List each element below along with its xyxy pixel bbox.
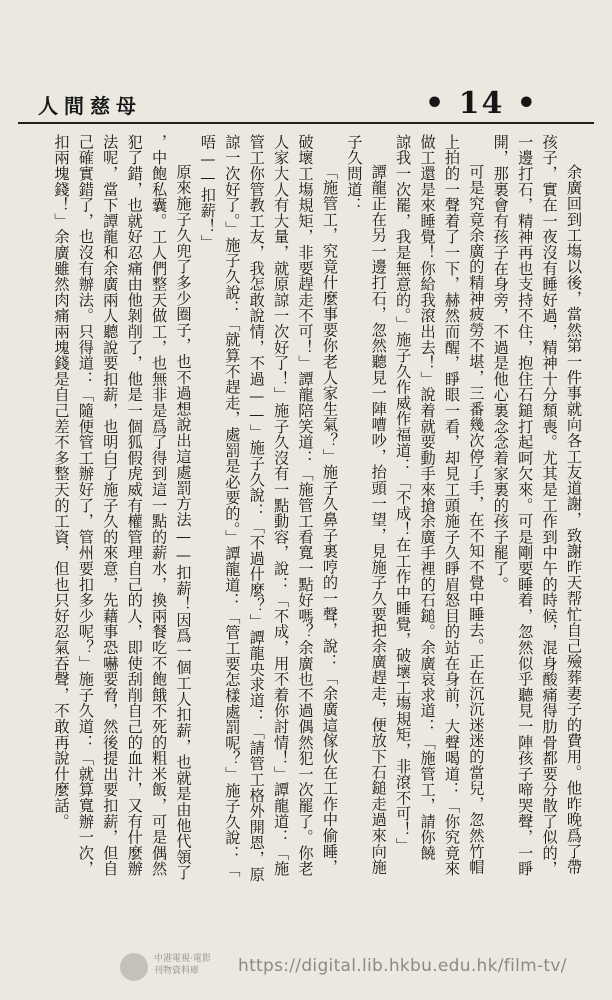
text-column: 扣兩塊錢！」余廣雖然肉痛兩塊錢是自己差不多整天的工資，但也只好忍氣吞聲，不敢再說什麼話。	[52, 134, 71, 830]
watermark-org	[154, 953, 211, 977]
text-column: 「施管工，究竟什麼事要你老人家生氣？」施子久鼻子裏哼的一聲，說：「余廣這傢伙在工作中偷睡，	[320, 164, 339, 875]
text-column: 譚龍正在另一邊打石，忽然聽見一陣嘈吵，抬頭一望，見施子久要把余廣趕走，便放下石鎚走過來向施	[369, 164, 388, 875]
text-column: 管工你管教工友，我怎敢說情，不過——」施子久說：「不過什麼？」譚龍央求道：「請管工格外開恩，原	[247, 134, 266, 883]
page-header	[18, 78, 594, 130]
text-column: 原來施子久兜了多少圈子，也不過想說出這處罰方法——扣薪！因爲一個工人扣薪，也就是由他代領了	[174, 164, 193, 881]
page-number: • 14 •	[425, 86, 538, 121]
text-column: 可是究竟余廣的精神疲勞不堪，三番幾次停了手，在不知不覺中睡去。正在沉沉迷迷的當兒，忽然竹帽	[467, 164, 486, 875]
text-column: 開，那裏會有孩子在身旁，不過是他心裏念念着家裏的孩子罷了。	[491, 134, 510, 593]
text-column: 上拍的一聲着了一下，赫然而醒，睜眼一看，却見工頭施子久睜眉怒目的站在身前，大聲喝道：「你究竟來	[442, 134, 461, 877]
text-column: 唔——扣薪！」	[198, 134, 217, 251]
text-column: 子久問道：	[345, 134, 364, 213]
vertical-text-body	[34, 134, 586, 914]
text-column: 孩子，實在一夜沒有睡好過，精神十分頹喪。尤其是工作到中午的時候，混身酸痛得肋骨都要分散了似的，	[540, 134, 559, 877]
watermark-url: https://digital.lib.hkbu.edu.hk/film-tv/	[238, 956, 567, 976]
text-column: 諒一次好了。」施子久說：「就算不趕走，處罰是必要的。」譚龍道：「管工要怎樣處罰呢？」施子久說：「	[223, 134, 242, 878]
text-column: 破壞工塲規矩，非要趕走不可！」譚龍陪笑道：「施管工看寬一點好嗎？余廣也不過偶然犯一次罷了。你老	[296, 134, 315, 877]
library-logo-icon	[120, 953, 148, 981]
text-column: 余廣回到工塲以後，當然第一件事就向各工友道謝，致謝昨天帮忙自己殮葬妻子的費用。他昨晚爲了帶	[565, 164, 583, 875]
header-rule	[18, 122, 594, 124]
text-column: 一邊打石，精神再也支持不住，抱住石鎚打起呵欠來。可是剛要睡着，忽然似乎聽見一陣孩子啼哭聲，一睜	[516, 134, 535, 877]
text-column: 己確實錯了，也沒有辦法。只得道：「隨便管工辦好了，管州要扣多少呢？」施子久道：「就算寬辦一次，	[76, 134, 95, 877]
text-column: 諒我一次罷，我是無意的。」施子久作威作福道：「不成！在工作中睡覺，破壞工塲規矩，非滾不可！」	[394, 134, 413, 854]
text-column: 犯了錯，也就好忍痛由他剝削了，他是一個狐假虎威有權管理自己的人，即使刮削自己的血汁，又有什麼辦	[125, 134, 144, 877]
text-column: 人家大人有大量，就原諒一次好了！」施子久沒有一點動容，說：「不成，用不着你討情！」譚龍道：「施	[272, 134, 291, 877]
text-column: 做工還是來睡覺！你給我滾出去！」說着就要動手來搶余廣手裡的石鎚。余廣哀求道：「施管工，請你饒	[418, 134, 437, 861]
watermark-org-line1: 中港電視·電影	[154, 954, 211, 964]
text-column: 法呢，當下譚龍和余廣兩人聽說要扣薪，也明白了施子久的來意，先藉事恐嚇要脅，然後提出要扣薪，但自	[101, 134, 120, 877]
text-column: ，中飽私囊。工人們整天做工，也無非是爲了得到這一點的薪水，換兩餐吃不飽餓不死的粗米飯，可是偶然	[150, 134, 169, 877]
watermark-org-line2: 刊物資料庫	[154, 966, 200, 976]
running-title: 人間慈母	[38, 94, 142, 118]
library-watermark	[120, 950, 590, 984]
